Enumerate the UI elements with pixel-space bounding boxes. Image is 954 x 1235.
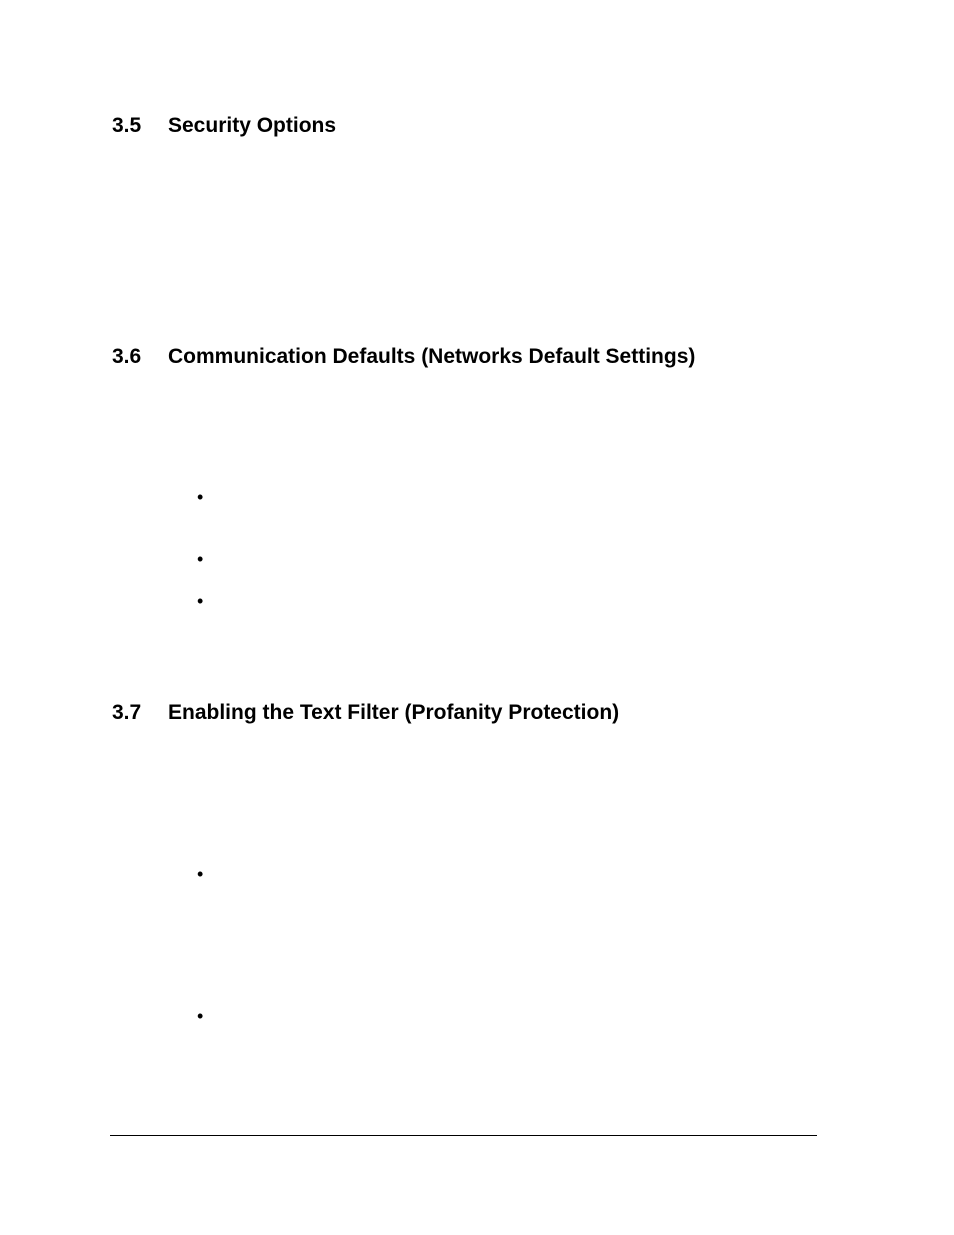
section-number: 3.5: [112, 114, 142, 137]
section-title: Communication Defaults (Networks Default Settings): [168, 345, 696, 368]
bullet-point: •: [197, 591, 204, 611]
section-heading-3-6: [112, 345, 695, 369]
bullet-point: •: [197, 1006, 204, 1026]
bullet-point: •: [197, 487, 204, 507]
section-number: 3.6: [112, 345, 142, 368]
section-title: Enabling the Text Filter (Profanity Protection): [168, 701, 620, 724]
section-number: 3.7: [112, 701, 142, 724]
bullet-point: •: [197, 864, 204, 884]
section-heading-3-7: [112, 701, 619, 725]
section-heading-3-5: [112, 114, 336, 138]
footer-divider: [110, 1135, 817, 1136]
section-title: Security Options: [168, 114, 337, 137]
bullet-point: •: [197, 549, 204, 569]
